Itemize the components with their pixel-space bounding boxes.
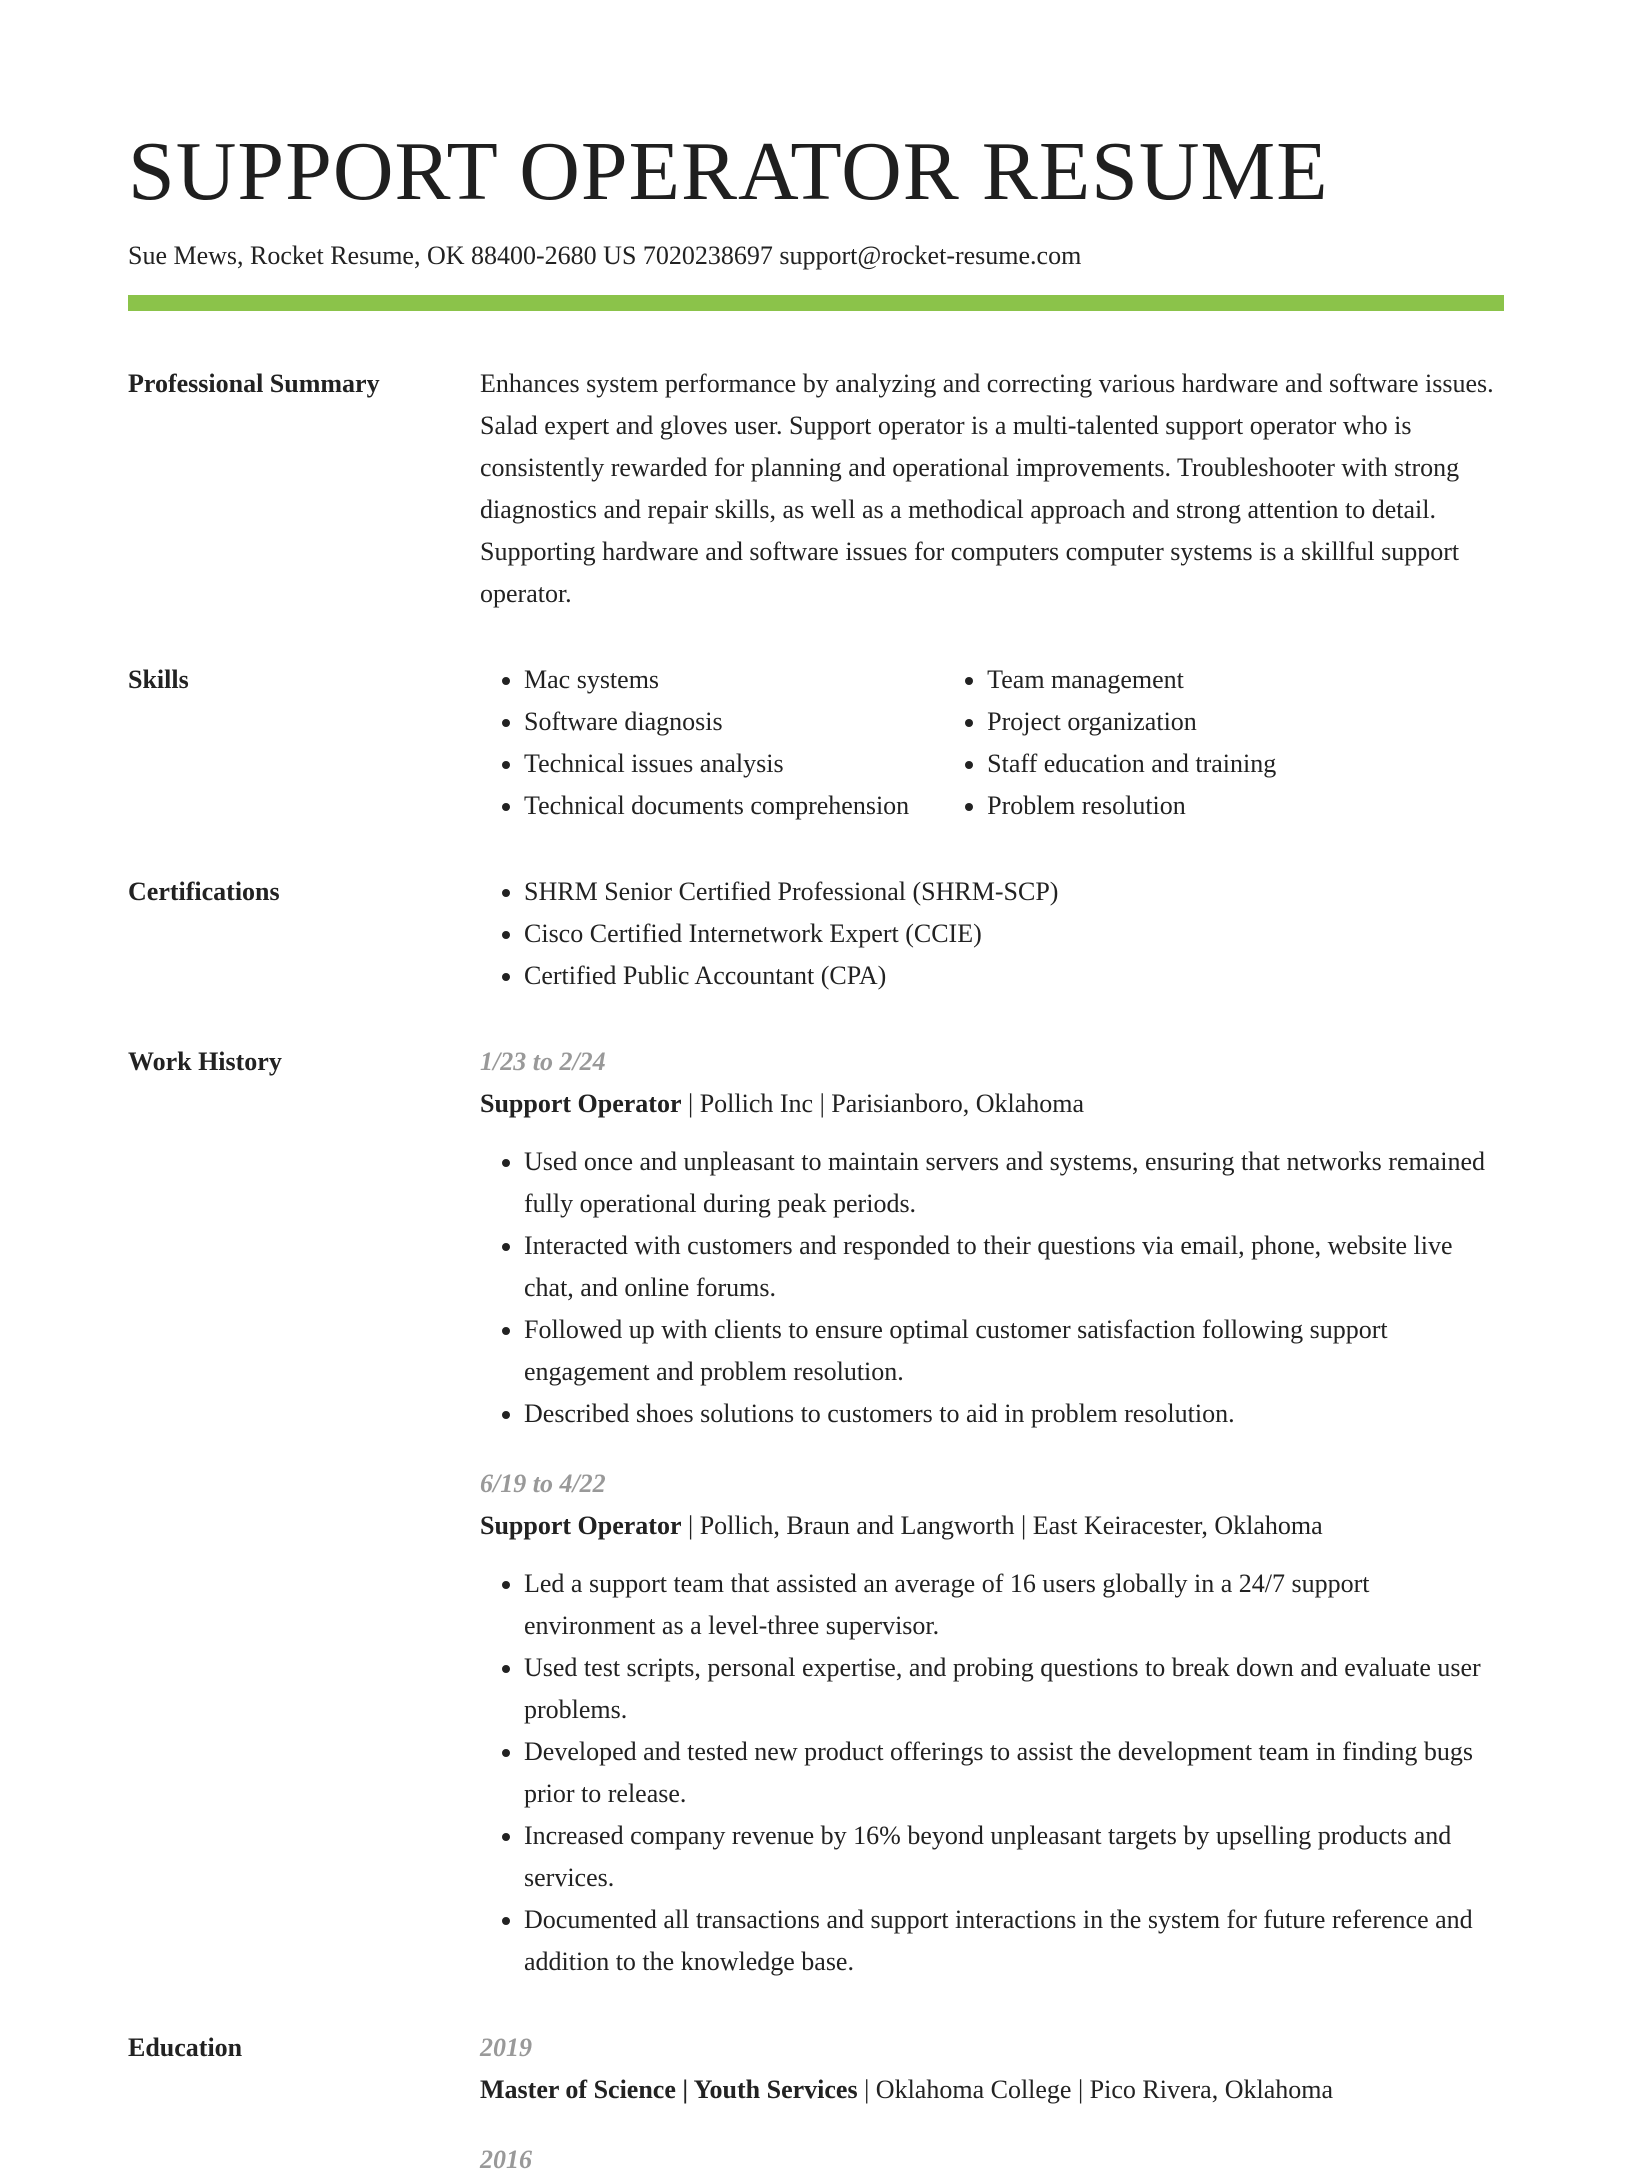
skill-item: • Project organization — [987, 701, 1276, 743]
job-bullet: • Followed up with clients to ensure optimal customer satisfaction following support engagement and problem resolution. — [524, 1309, 1504, 1393]
job-bullet: • Described shoes solutions to customers to aid in problem resolution. — [524, 1393, 1504, 1435]
education-line — [480, 2069, 1504, 2111]
job-bullet: • Documented all transactions and support interactions in the system for future reference and addition to the knowledge base. — [524, 1899, 1504, 1983]
certifications-section — [128, 871, 1504, 997]
job-bullet: • Led a support team that assisted an average of 16 users globally in a 24/7 support environment as a level-three supervisor. — [524, 1563, 1504, 1647]
header-divider — [128, 295, 1504, 311]
skills-grid — [480, 659, 1504, 827]
education-entry — [480, 2027, 1504, 2111]
education-section — [128, 2027, 1504, 2181]
summary-section — [128, 363, 1504, 615]
section-body — [480, 1041, 1504, 1983]
section-label: Professional Summary — [128, 369, 380, 399]
certification-item: • SHRM Senior Certified Professional (SHRM-SCP) — [524, 871, 1504, 913]
contact-line: Sue Mews, Rocket Resume, OK 88400-2680 US 7020238697 support@rocket-resume.com — [128, 241, 1082, 270]
skills-section — [128, 659, 1504, 827]
skill-item: • Team management — [987, 659, 1276, 701]
job-bullets — [480, 1563, 1504, 1983]
skill-item: • Mac systems — [524, 659, 909, 701]
education-degree: Master of Science | Youth Services — [480, 2075, 858, 2105]
certification-item: • Cisco Certified Internetwork Expert (CCIE) — [524, 913, 1504, 955]
education-details: | Oklahoma College | Pico Rivera, Oklahoma — [857, 2075, 1334, 2105]
job-bullet: • Increased company revenue by 16% beyond unpleasant targets by upselling products and services. — [524, 1815, 1504, 1899]
resume-title: SUPPORT OPERATOR RESUME — [128, 125, 1329, 218]
section-body — [480, 2027, 1504, 2181]
job-bullets — [480, 1141, 1504, 1435]
work-history-section — [128, 1041, 1504, 1983]
skills-column-2 — [943, 659, 1276, 827]
skill-item: • Technical issues analysis — [524, 743, 909, 785]
job-title-line — [480, 1083, 1504, 1125]
job-bullet: • Interacted with customers and responded to their questions via email, phone, website live chat, and online forums. — [524, 1225, 1504, 1309]
job-title-line — [480, 1505, 1504, 1547]
job-details: | Pollich, Braun and Langworth | East Keiracester, Oklahoma — [681, 1511, 1323, 1541]
education-entry — [480, 2139, 1504, 2181]
job-bullet: • Used once and unpleasant to maintain servers and systems, ensuring that networks remained fully operational during peak periods. — [524, 1141, 1504, 1225]
job-dates: 1/23 to 2/24 — [480, 1047, 606, 1077]
skill-item: • Technical documents comprehension — [524, 785, 909, 827]
section-label: Education — [128, 2033, 243, 2063]
job-bullet: • Used test scripts, personal expertise, and probing questions to break down and evaluate user problems. — [524, 1647, 1504, 1731]
job-entry — [480, 1463, 1504, 1983]
job-dates: 6/19 to 4/22 — [480, 1469, 606, 1499]
skill-item: • Staff education and training — [987, 743, 1276, 785]
job-role: Support Operator — [480, 1511, 682, 1541]
certification-item: • Certified Public Accountant (CPA) — [524, 955, 1504, 997]
education-year: 2016 — [480, 2145, 532, 2175]
certifications-list — [480, 871, 1504, 997]
skills-column-1 — [480, 659, 909, 827]
section-label: Work History — [128, 1047, 282, 1077]
summary-text: Enhances system performance by analyzing and correcting various hardware and software issues. Salad expert and gloves user. Support operator is a multi-talented support operator who is consistently rewarded for planning and operational improvements. Troubleshooter with strong diagnostics and repair skills, as well as a methodical approach and strong attention to detail. Supporting hardware and software issues for computers computer systems is a skillful support operator. — [480, 369, 1494, 609]
skill-item: • Software diagnosis — [524, 701, 909, 743]
section-label: Certifications — [128, 877, 280, 907]
job-details: | Pollich Inc | Parisianboro, Oklahoma — [681, 1089, 1085, 1119]
education-year: 2019 — [480, 2033, 532, 2063]
job-bullet: • Developed and tested new product offerings to assist the development team in finding bugs prior to release. — [524, 1731, 1504, 1815]
section-body — [480, 363, 1504, 615]
section-body — [480, 871, 1504, 997]
job-role: Support Operator — [480, 1089, 682, 1119]
job-entry — [480, 1041, 1504, 1435]
section-label: Skills — [128, 665, 189, 695]
skill-item: • Problem resolution — [987, 785, 1276, 827]
